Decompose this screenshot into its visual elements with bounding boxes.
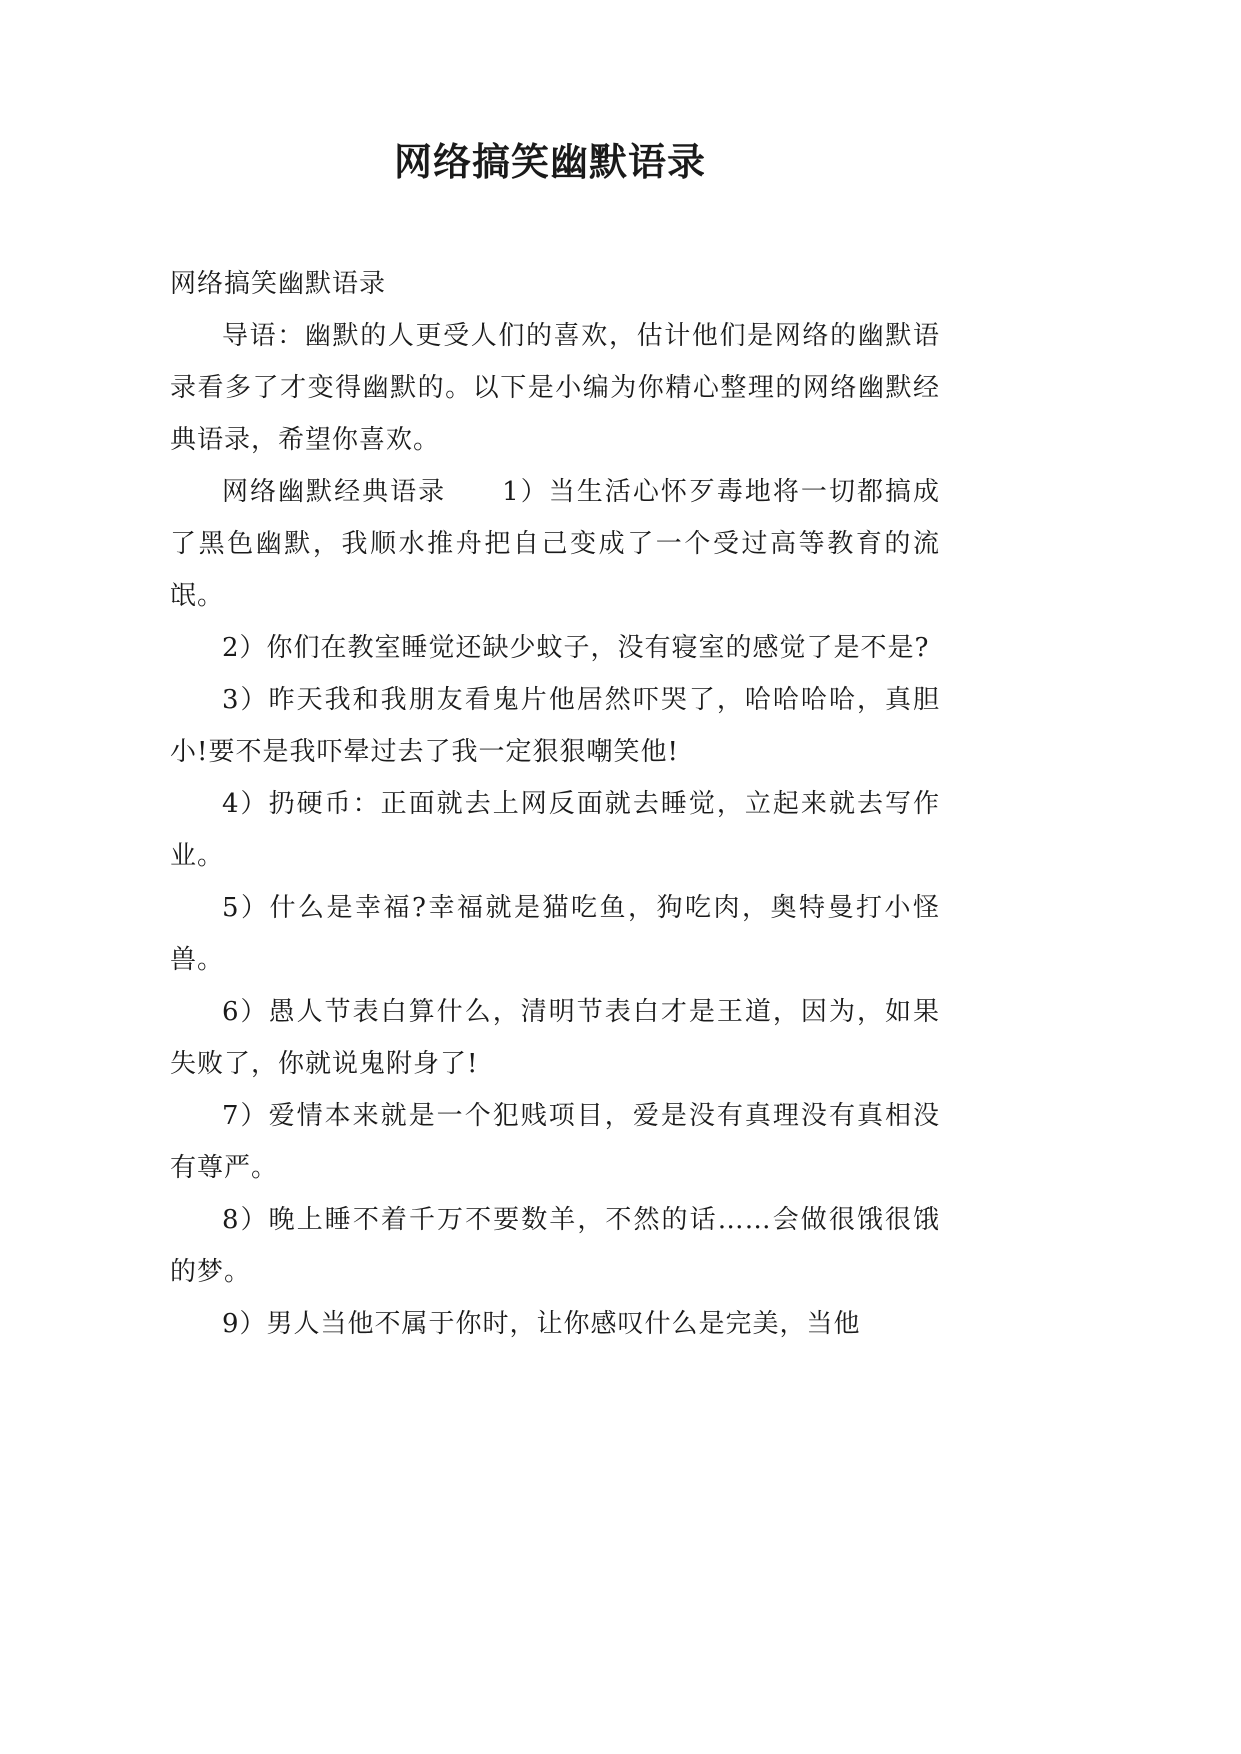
intro-paragraph: 导语：幽默的人更受人们的喜欢，估计他们是网络的幽默语录看多了才变得幽默的。以下是小编为你精心整理的网络幽默经典语录，希望你喜欢。 [170,321,940,455]
quote-item: 2）你们在教室睡觉还缺少蚊子，没有寝室的感觉了是不是? [222,633,930,663]
document-body [170,258,940,1350]
quote-item: 6）愚人节表白算什么，清明节表白才是王道，因为，如果失败了，你就说鬼附身了! [170,997,940,1079]
quote-item: 9）男人当他不属于你时，让你感叹什么是完美，当他 [222,1309,861,1339]
quote-item: 3）昨天我和我朋友看鬼片他居然吓哭了，哈哈哈哈，真胆小!要不是我吓晕过去了我一定狠狠嘲笑他! [170,685,940,767]
quote-item: 4）扔硬币：正面就去上网反面就去睡觉，立起来就去写作业。 [170,789,940,871]
quote-item: 7）爱情本来就是一个犯贱项目，爱是没有真理没有真相没有尊严。 [170,1101,940,1183]
quote-item: 网络幽默经典语录 1）当生活心怀歹毒地将一切都搞成了黑色幽默，我顺水推舟把自己变成了一个受过高等教育的流氓。 [170,477,940,611]
quote-item: 5）什么是幸福?幸福就是猫吃鱼，狗吃肉，奥特曼打小怪兽。 [170,893,940,975]
document-subtitle: 网络搞笑幽默语录 [170,269,387,299]
quote-item: 8）晚上睡不着千万不要数羊，不然的话……会做很饿很饿的梦。 [170,1205,940,1287]
document-title: 网络搞笑幽默语录 [393,140,706,184]
